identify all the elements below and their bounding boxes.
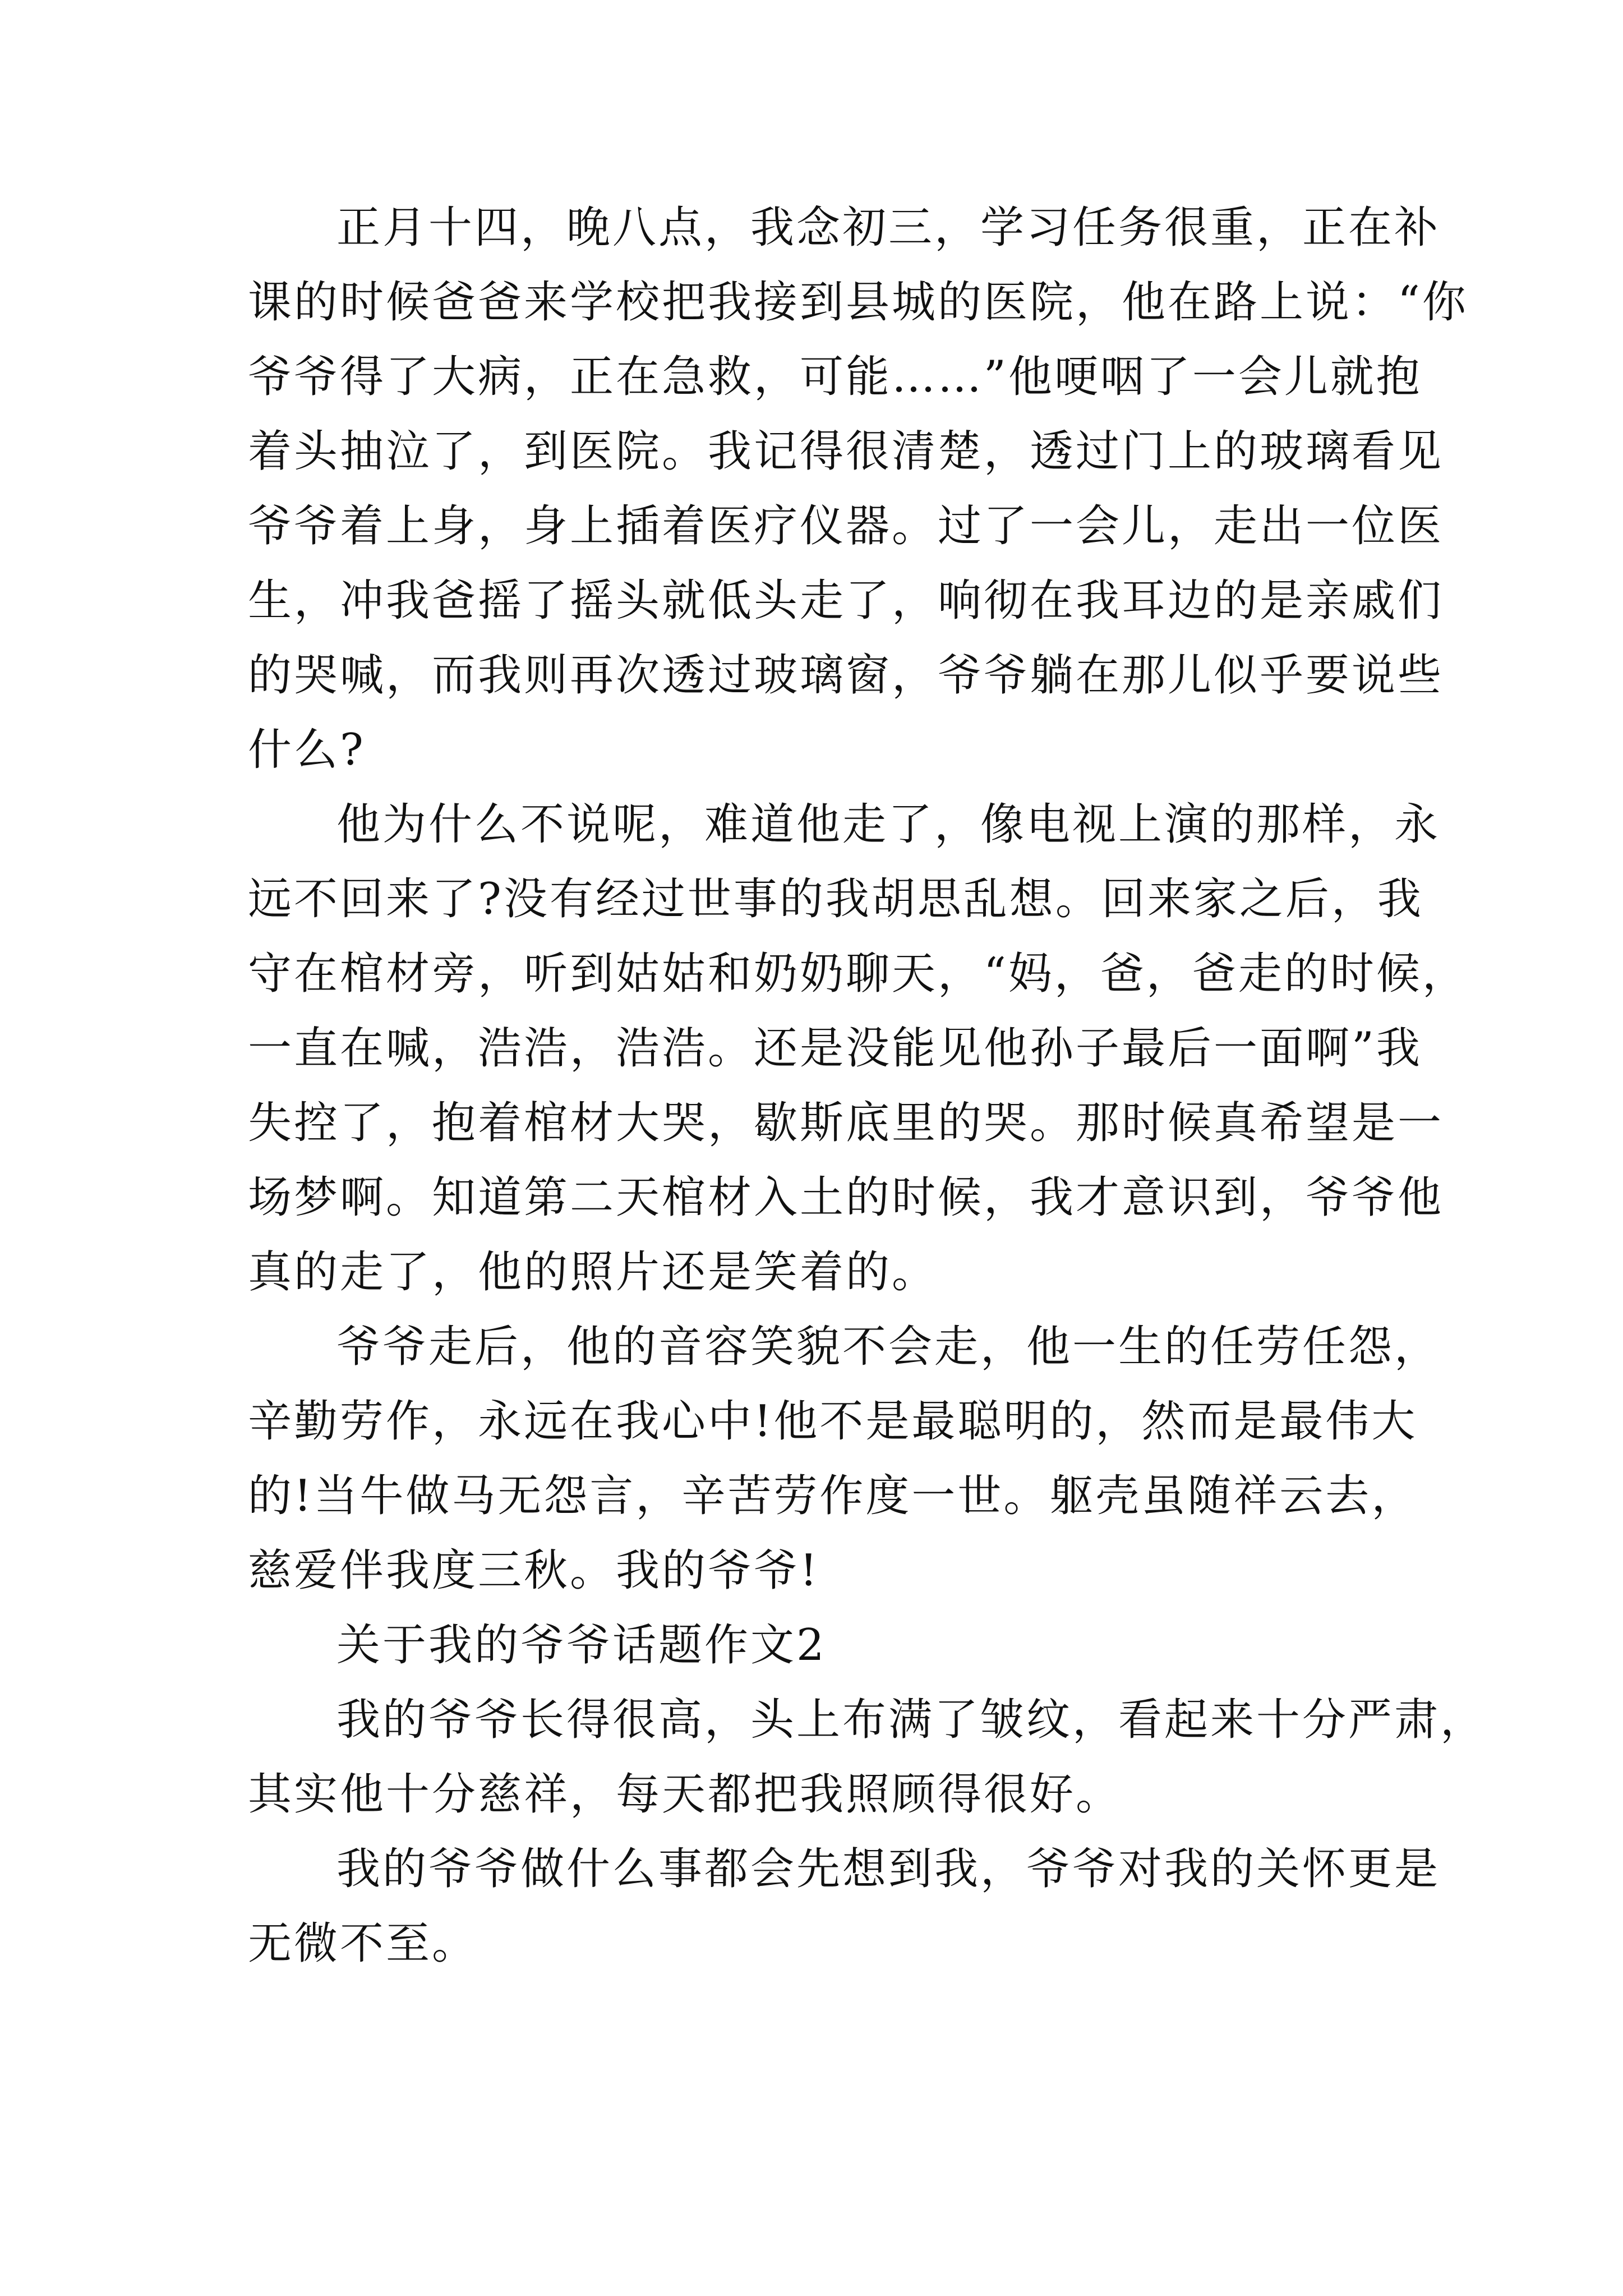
essay-title: 关于我的爷爷话题作文2 xyxy=(336,1620,827,1671)
paragraph-line: 真的走了，他的照片还是笑着的。 xyxy=(248,1247,938,1297)
paragraph-line: 远不回来了?没有经过世事的我胡思乱想。回来家之后，我 xyxy=(248,874,1423,924)
paragraph-line: 课的时候爸爸来学校把我接到县城的医院，他在路上说：“你 xyxy=(248,277,1468,328)
paragraph-line: 生，冲我爸摇了摇头就低头走了，响彻在我耳边的是亲戚们 xyxy=(248,576,1444,626)
paragraph-line: 他为什么不说呢，难道他走了，像电视上演的那样，永 xyxy=(336,799,1441,850)
paragraph-line: 爷爷走后，他的音容笑貌不会走，他一生的任劳任怨， xyxy=(336,1322,1441,1372)
paragraph-line: 守在棺材旁，听到姑姑和奶奶聊天，“妈，爸，爸走的时候， xyxy=(248,949,1468,999)
paragraph-line: 爷爷得了大病，正在急救，可能……”他哽咽了一会儿就抱 xyxy=(248,352,1422,402)
paragraph-line: 我的爷爷长得很高，头上布满了皱纹，看起来十分严肃， xyxy=(336,1695,1487,1745)
paragraph-line: 无微不至。 xyxy=(248,1918,478,1969)
paragraph-line: 什么? xyxy=(248,725,366,775)
paragraph xyxy=(248,1310,1441,1608)
essay-heading xyxy=(248,1608,1398,1683)
paragraph xyxy=(248,1832,1441,1981)
paragraph xyxy=(248,788,1468,1310)
paragraph-line: 其实他十分慈祥，每天都把我照顾得很好。 xyxy=(248,1769,1122,1820)
paragraph-line: 的!当牛做马无怨言，辛苦劳作度一世。躯壳虽随祥云去， xyxy=(248,1471,1418,1521)
paragraph-line: 正月十四，晚八点，我念初三，学习任务很重，正在补 xyxy=(336,203,1441,253)
paragraph-line: 辛勤劳作，永远在我心中!他不是最聪明的，然而是最伟大 xyxy=(248,1396,1418,1447)
paragraph-line: 慈爱伴我度三秋。我的爷爷! xyxy=(248,1545,820,1596)
paragraph-line: 我的爷爷做什么事都会先想到我，爷爷对我的关怀更是 xyxy=(336,1844,1441,1894)
document-body xyxy=(248,191,1487,1981)
paragraph-line: 的哭喊，而我则再次透过玻璃窗，爷爷躺在那儿似乎要说些 xyxy=(248,650,1444,701)
paragraph-line: 一直在喊，浩浩，浩浩。还是没能见他孙子最后一面啊”我 xyxy=(248,1023,1422,1074)
paragraph-line: 着头抽泣了，到医院。我记得很清楚，透过门上的玻璃看见 xyxy=(248,426,1444,477)
paragraph-line: 场梦啊。知道第二天棺材入土的时候，我才意识到，爷爷他 xyxy=(248,1172,1444,1223)
paragraph-line: 失控了，抱着棺材大哭，歇斯底里的哭。那时候真希望是一 xyxy=(248,1098,1444,1148)
paragraph xyxy=(248,191,1468,788)
paragraph-line: 爷爷着上身，身上插着医疗仪器。过了一会儿，走出一位医 xyxy=(248,501,1444,551)
paragraph xyxy=(248,1683,1487,1832)
